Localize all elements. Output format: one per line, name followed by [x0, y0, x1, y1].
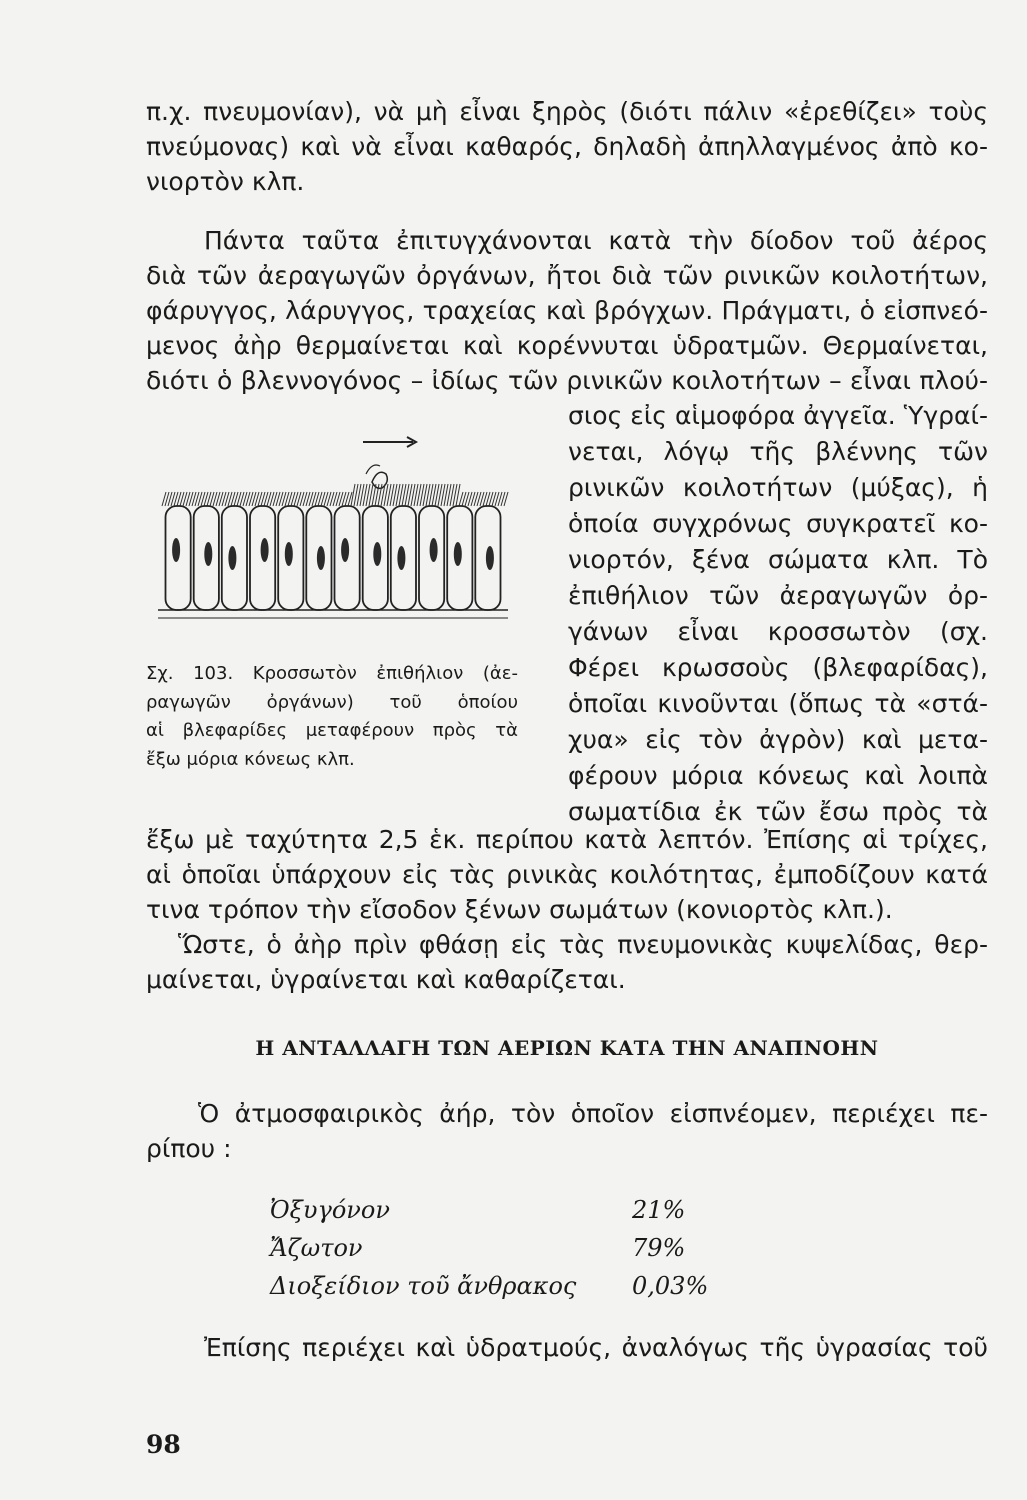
text-line: τινα τρόπον τὴν εἴσοδον ξένων σωμάτων (κονιορτὸς κλπ.). — [146, 895, 893, 924]
text-line: Ἐπίσης περιέχει καὶ ὑδρατμούς, ἀναλόγως τῆς ὑγρασίας τοῦ — [204, 1333, 988, 1362]
text-line: Πάντα ταῦτα ἐπιτυγχάνονται κατὰ τὴν δίοδον τοῦ ἀέρος — [204, 226, 988, 255]
cell-row — [166, 506, 501, 610]
cell-nucleus — [228, 546, 236, 570]
table-row — [270, 1196, 730, 1234]
gas-percentage: 21% — [632, 1196, 686, 1224]
text-line: π.χ. πνευμονίαν), νὰ μὴ εἶναι ξηρὸς (διότι πάλιν «ἐρεθίζει» τοὺς — [146, 97, 988, 126]
text-line: ρινικῶν κοιλοτήτων (μύξας), ἡ — [568, 473, 988, 502]
text-line: νιορτὸν κλπ. — [146, 167, 305, 196]
text-line: διὰ τῶν ἀεραγωγῶν ὀργάνων, ἤτοι διὰ τῶν ρινικῶν κοιλοτήτων, — [146, 261, 988, 290]
text-line: ἔξω μὲ ταχύτητα 2,5 ἑκ. περίπου κατὰ λεπτόν. Ἐπίσης αἱ τρίχες, — [146, 825, 988, 854]
section-heading: Η ΑΝΤΑΛΛΑΓΗ ΤΩΝ ΑΕΡΙΩΝ ΚΑΤΑ ΤΗΝ ΑΝΑΠΝΟΗΝ — [255, 1036, 879, 1060]
text-line: γάνων εἶναι κροσσωτὸν (σχ. — [568, 617, 988, 646]
gas-percentage: 79% — [632, 1234, 686, 1262]
text-line: φάρυγγος, λάρυγγος, τραχείας καὶ βρόγχων. Πράγματι, ὁ εἰσπνεό- — [146, 296, 988, 325]
caption-line: ραγωγῶν ὀργάνων) τοῦ ὁποίου — [146, 691, 518, 713]
text-line: σωματίδια ἐκ τῶν ἔσω πρὸς τὰ — [568, 797, 988, 826]
dust-particle-icon — [366, 465, 387, 488]
flow-direction-arrow — [363, 437, 416, 447]
text-line: Ὥστε, ὁ ἀὴρ πρὶν φθάσῃ εἰς τὰς πνευμονικὰς κυψελίδας, θερ- — [178, 930, 988, 959]
text-line: ἐπιθήλιον τῶν ἀεραγωγῶν ὀρ- — [568, 581, 988, 610]
table-row — [270, 1234, 730, 1272]
cell-nucleus — [172, 538, 180, 562]
gas-percentage: 0,03% — [632, 1272, 709, 1300]
cell-nucleus — [486, 546, 494, 570]
text-line: ὁποῖαι κινοῦνται (ὅπως τὰ «στά- — [568, 689, 988, 718]
caption-line: ἔξω μόρια κόνεως κλπ. — [146, 748, 355, 770]
cell-nucleus — [454, 542, 462, 566]
cell-nucleus — [285, 542, 293, 566]
text-line: διότι ὁ βλεννογόνος – ἰδίως τῶν ρινικῶν κοιλοτήτων – εἶναι πλού- — [146, 366, 988, 395]
cilia-layer — [162, 484, 508, 506]
figure-caption — [146, 660, 518, 774]
gas-name: Ὀξυγόνον — [270, 1196, 390, 1224]
cell-nucleus — [261, 538, 269, 562]
cell-nucleus — [341, 538, 349, 562]
gas-name: Ἄζωτον — [270, 1234, 363, 1262]
ciliated-epithelium-figure — [158, 432, 510, 628]
text-line: ὁποία συγχρόνως συγκρατεῖ κο- — [568, 509, 988, 538]
text-line: πνεύμονας) καὶ νὰ εἶναι καθαρός, δηλαδὴ ἀπηλλαγμένος ἀπὸ κο- — [146, 132, 988, 161]
text-line: χυα» εἰς τὸν ἀγρὸν) καὶ μετα- — [568, 725, 988, 754]
text-line: φέρουν μόρια κόνεως καὶ λοιπὰ — [568, 761, 988, 790]
caption-line: αἱ βλεφαρίδες μεταφέρουν πρὸς τὰ — [146, 720, 518, 741]
text-line: ρίπου : — [146, 1134, 232, 1163]
text-line: αἱ ὁποῖαι ὑπάρχουν εἰς τὰς ρινικὰς κοιλότητας, ἐμποδίζουν κατά — [146, 860, 988, 889]
text-line: Ὁ ἀτμοσφαιρικὸς ἀήρ, τὸν ὁποῖον εἰσπνέομεν, περιέχει πε- — [198, 1099, 988, 1128]
cell-nucleus — [317, 546, 325, 570]
cell-nucleus — [397, 546, 405, 570]
text-line: μενος ἀὴρ θερμαίνεται καὶ κορέννυται ὑδρατμῶν. Θερμαίνεται, — [146, 331, 988, 360]
cell-nucleus — [204, 542, 212, 566]
caption-line: Σχ. 103. Κροσσωτὸν ἐπιθήλιον (ἀε- — [146, 663, 518, 684]
text-line: σιος εἰς αἱμοφόρα ἀγγεῖα. Ὑγραί- — [568, 401, 988, 430]
text-line: μαίνεται, ὑγραίνεται καὶ καθαρίζεται. — [146, 965, 626, 994]
gas-name: Διοξείδιον τοῦ ἄνθρακος — [270, 1272, 577, 1300]
air-composition-table — [270, 1196, 730, 1310]
text-line: Φέρει κρωσσοὺς (βλεφαρίδας), — [568, 653, 988, 682]
table-row — [270, 1272, 730, 1310]
text-line: νιορτόν, ξένα σώματα κλπ. Τὸ — [568, 545, 988, 574]
page-number: 98 — [146, 1430, 181, 1459]
text-line: νεται, λόγῳ τῆς βλέννης τῶν — [568, 437, 988, 466]
cell-nucleus — [373, 542, 381, 566]
cell-nucleus — [430, 538, 438, 562]
